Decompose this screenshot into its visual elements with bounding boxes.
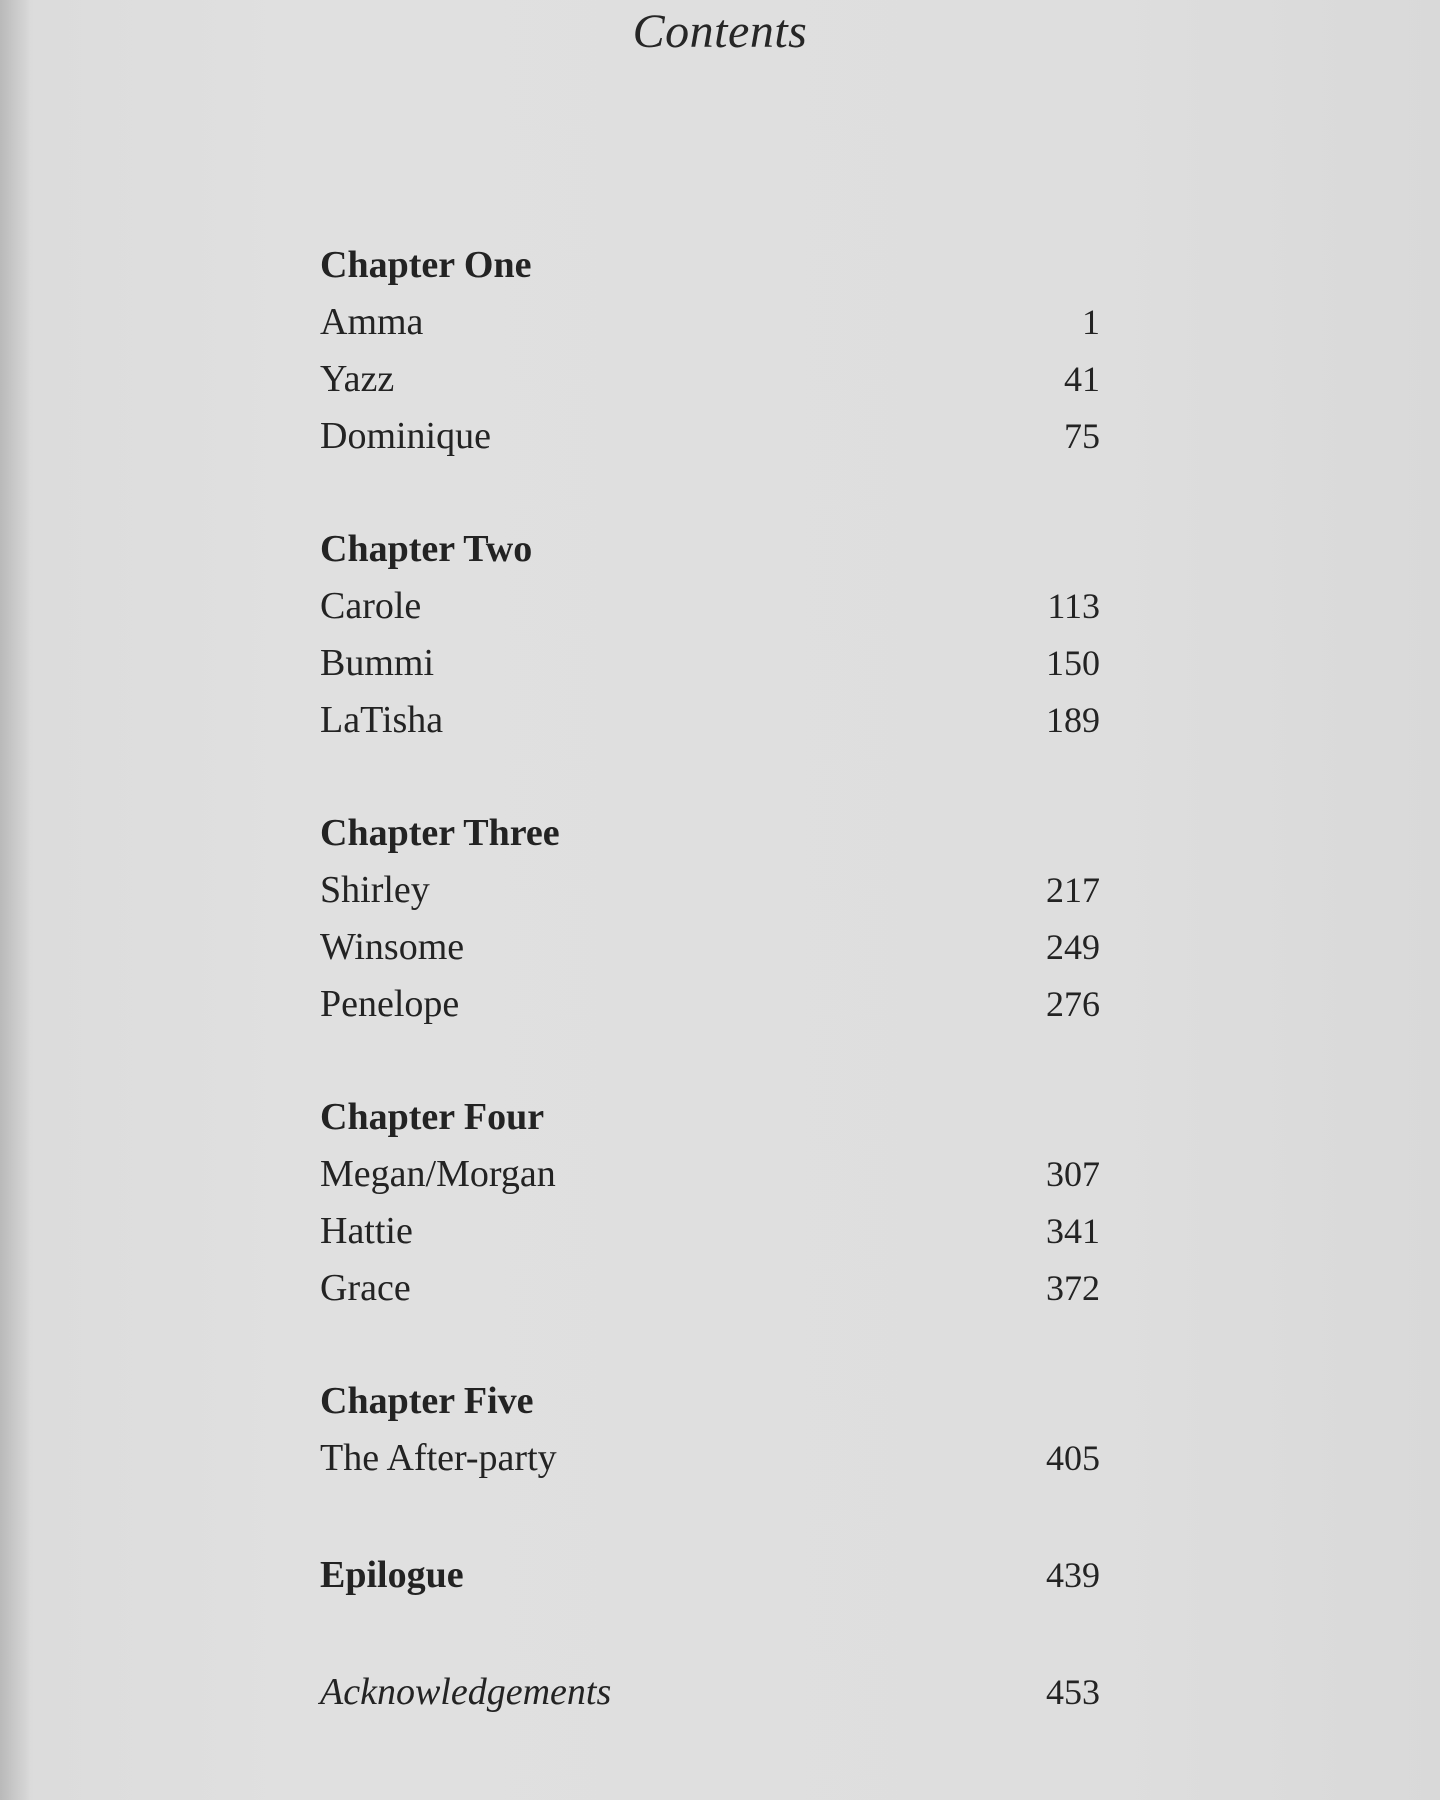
book-spine-shadow	[0, 0, 30, 1800]
entry-page-number: 249	[1046, 927, 1100, 967]
toc-entry-bummi[interactable]	[320, 635, 1100, 692]
entry-page-number: 217	[1046, 870, 1100, 910]
entry-title: Shirley	[320, 869, 430, 911]
entry-title: Carole	[320, 585, 422, 627]
entry-page-number: 1	[1082, 302, 1100, 342]
chapter-heading: Chapter One	[320, 244, 532, 286]
entry-title: Penelope	[320, 983, 460, 1025]
entry-page-number: 307	[1046, 1154, 1100, 1194]
entry-page-number: 453	[1046, 1672, 1100, 1712]
toc-entry-latisha[interactable]	[320, 692, 1100, 749]
entry-title: Winsome	[320, 926, 465, 968]
entry-page-number: 372	[1046, 1268, 1100, 1308]
entry-title: Grace	[320, 1267, 411, 1309]
toc-entry-amma[interactable]	[320, 294, 1100, 351]
toc-entry-yazz[interactable]	[320, 351, 1100, 408]
entry-page-number: 113	[1047, 586, 1100, 626]
toc-entry-grace[interactable]	[320, 1260, 1100, 1317]
chapter-heading: Chapter Four	[320, 1096, 545, 1138]
entry-title: LaTisha	[320, 699, 444, 741]
entry-page-number: 405	[1046, 1438, 1100, 1478]
section-gap	[320, 1487, 1100, 1547]
page-title: Contents	[632, 5, 808, 58]
chapter-heading: Chapter Three	[320, 812, 560, 854]
chapter-two	[320, 520, 1100, 749]
entry-title: Hattie	[320, 1210, 413, 1252]
section-gap	[320, 1317, 1100, 1372]
entry-title: Dominique	[320, 415, 491, 457]
chapter-three	[320, 804, 1100, 1033]
toc-entry-dominique[interactable]	[320, 408, 1100, 465]
entry-title: Amma	[320, 301, 424, 343]
entry-title: The After-party	[320, 1437, 557, 1479]
section-gap	[320, 1033, 1100, 1088]
entry-page-number: 439	[1046, 1555, 1100, 1595]
entry-page-number: 276	[1046, 984, 1100, 1024]
chapter-heading: Chapter Two	[320, 528, 533, 570]
toc-entry-penelope[interactable]	[320, 976, 1100, 1033]
entry-title: Acknowledgements	[320, 1671, 612, 1713]
entry-page-number: 189	[1046, 700, 1100, 740]
toc-entry-acknowledgements[interactable]	[320, 1664, 1100, 1721]
toc-entry-megan-morgan[interactable]	[320, 1146, 1100, 1203]
section-gap	[320, 465, 1100, 520]
table-of-contents	[320, 236, 1100, 1721]
entry-title: Yazz	[320, 358, 395, 400]
entry-title: Bummi	[320, 642, 435, 684]
toc-entry-epilogue[interactable]	[320, 1547, 1100, 1604]
chapter-four	[320, 1088, 1100, 1317]
entry-title: Epilogue	[320, 1554, 464, 1596]
toc-entry-after-party[interactable]	[320, 1430, 1100, 1487]
chapter-one	[320, 236, 1100, 465]
chapter-heading: Chapter Five	[320, 1380, 534, 1422]
toc-entry-shirley[interactable]	[320, 862, 1100, 919]
entry-page-number: 75	[1064, 416, 1100, 456]
toc-entry-winsome[interactable]	[320, 919, 1100, 976]
entry-page-number: 341	[1046, 1211, 1100, 1251]
entry-title: Megan/Morgan	[320, 1153, 556, 1195]
section-gap	[320, 749, 1100, 804]
toc-entry-hattie[interactable]	[320, 1203, 1100, 1260]
entry-page-number: 41	[1064, 359, 1100, 399]
section-gap	[320, 1604, 1100, 1664]
toc-entry-carole[interactable]	[320, 578, 1100, 635]
entry-page-number: 150	[1046, 643, 1100, 683]
chapter-five	[320, 1372, 1100, 1487]
